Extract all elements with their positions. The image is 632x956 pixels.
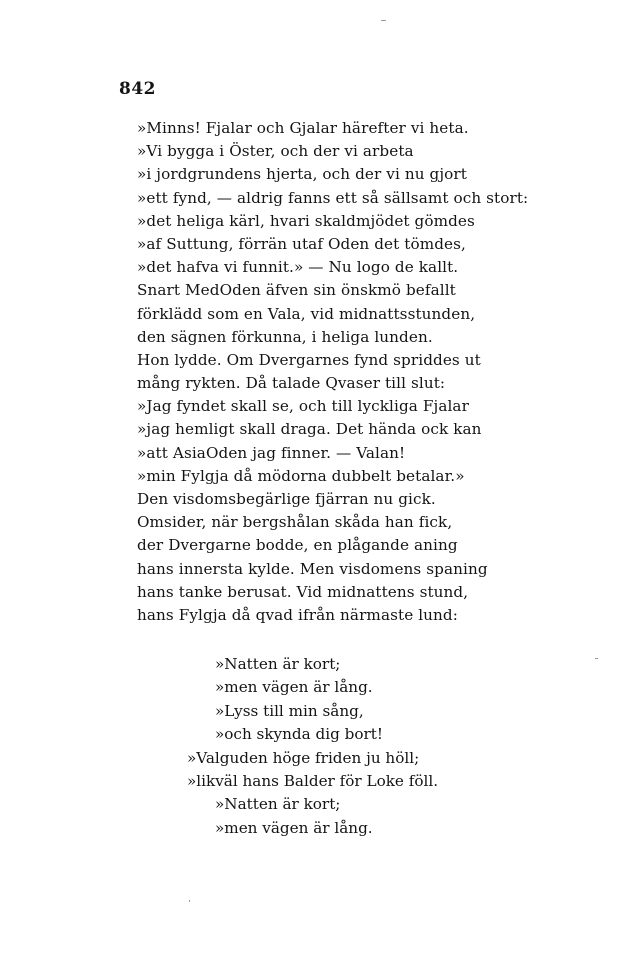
- text-line: »jag hemligt skall draga. Det hända ock kan: [137, 420, 482, 439]
- text-line: »det heliga kärl, hvari skaldmjödet gömdes: [137, 211, 475, 230]
- text-line: hans Fylgja då qvad ifrån närmaste lund:: [137, 605, 458, 624]
- text-line: förklädd som en Vala, vid midnattsstunden,: [137, 304, 476, 323]
- ink-speck: [189, 900, 190, 902]
- ink-speck: [595, 658, 598, 659]
- text-line: »det hafva vi funnit.» — Nu logo de kallt.: [137, 258, 459, 277]
- text-line: Den visdomsbegärlige fjärran nu gick.: [137, 490, 436, 508]
- text-line: »af Suttung, förrän utaf Oden det tömdes,: [137, 234, 466, 253]
- text-line: »min Fylgja då mödorna dubbelt betalar.»: [137, 466, 465, 485]
- verse-line: »likväl hans Balder för Loke föll.: [187, 771, 439, 790]
- text-line: »Vi bygga i Öster, och der vi arbeta: [137, 142, 414, 161]
- text-line: »att AsiaOden jag finner. — Valan!: [137, 443, 406, 462]
- text-line: »ett fynd, — aldrig fanns ett så sällsamt och stort:: [137, 188, 529, 207]
- text-line: Hon lydde. Om Dvergarnes fynd spriddes ut: [137, 350, 481, 369]
- text-line: Snart MedOden äfven sin önskmö befallt: [137, 281, 456, 300]
- text-line: hans innersta kylde. Men visdomens spaning: [137, 559, 488, 578]
- text-line: hans tanke berusat. Vid midnattens stund,: [137, 582, 469, 601]
- verse-line: »Lyss till min sång,: [215, 701, 364, 720]
- text-line: »Minns! Fjalar och Gjalar härefter vi heta.: [137, 119, 469, 137]
- verse-line: »Natten är kort;: [215, 655, 341, 673]
- text-line: mång rykten. Då talade Qvaser till slut:: [137, 374, 446, 393]
- text-line: Omsider, när bergshålan skåda han fick,: [137, 513, 453, 532]
- verse-line: »men vägen är lång.: [215, 818, 373, 837]
- text-line: »i jordgrundens hjerta, och der vi nu gjort: [137, 165, 467, 184]
- verse-line: »och skynda dig bort!: [215, 725, 383, 744]
- page-number: 842: [119, 79, 156, 99]
- verse-line: »men vägen är lång.: [215, 678, 373, 697]
- text-line: »Jag fyndet skall se, och till lyckliga Fjalar: [137, 397, 469, 416]
- song-verse: [187, 653, 507, 840]
- text-line: den sägnen förkunna, i heliga lunden.: [137, 327, 433, 346]
- narrative-text: [137, 117, 557, 627]
- ink-speck: [381, 20, 386, 21]
- text-line: der Dvergarne bodde, en plågande aning: [137, 536, 458, 555]
- verse-line: »Valguden höge friden ju höll;: [187, 748, 420, 767]
- verse-line: »Natten är kort;: [215, 795, 341, 814]
